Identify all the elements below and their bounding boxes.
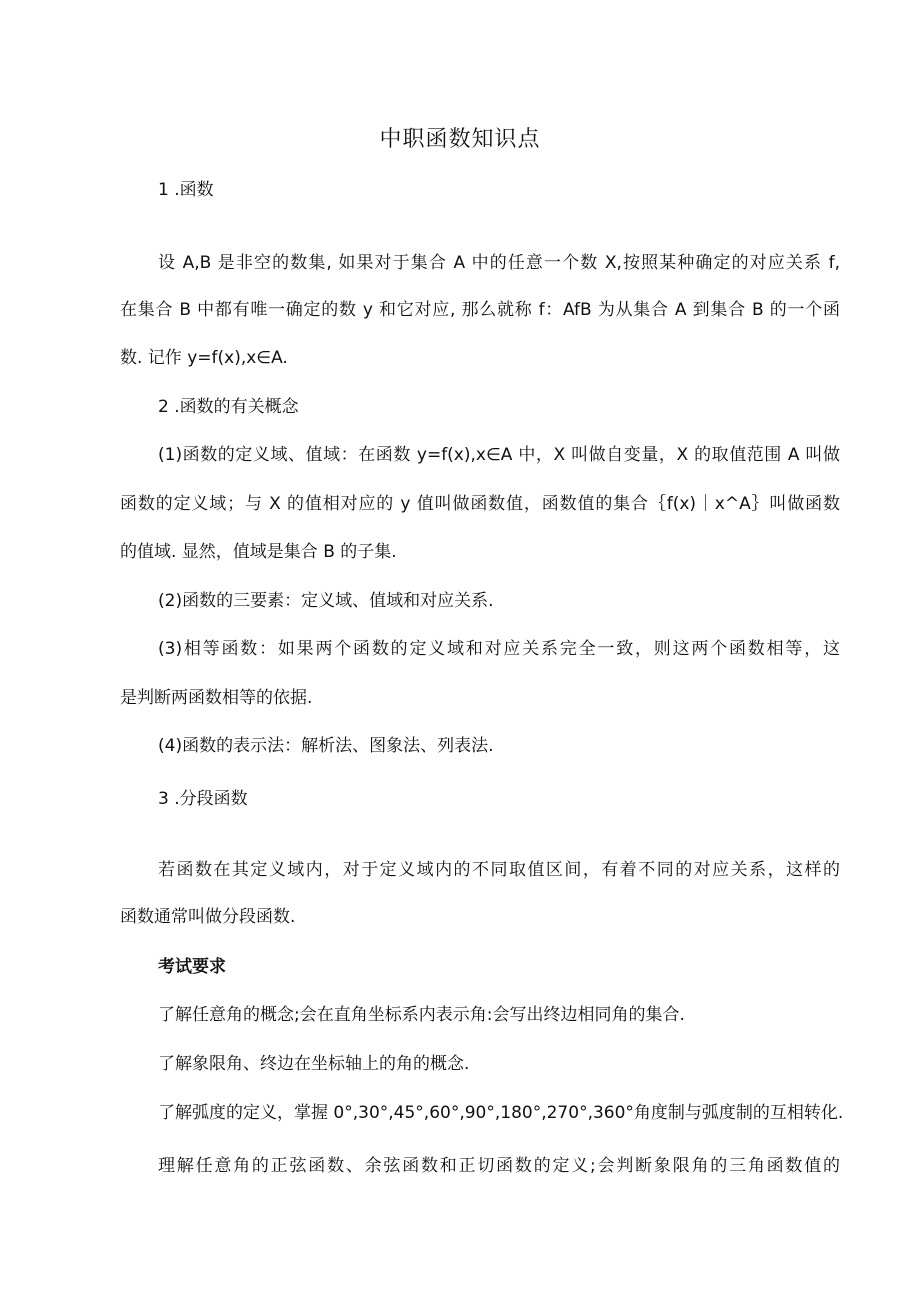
section-heading-function: 1 .函数 xyxy=(158,180,214,200)
section-heading-concepts: 2 .函数的有关概念 xyxy=(158,397,299,417)
paragraph-line: (1)函数的定义域、值域：在函数 y=f(x),x∈A 中，X 叫做自变量，X 的取值范围 A 叫做 xyxy=(158,445,840,465)
paragraph-line: 若函数在其定义域内，对于定义域内的不同取值区间，有着不同的对应关系，这样的 xyxy=(158,860,840,880)
paragraph-line: 理解任意角的正弦函数、余弦函数和正切函数的定义;会判断象限角的三角函数值的 xyxy=(158,1156,840,1176)
paragraph-line: 是判断两函数相等的依据. xyxy=(120,688,313,708)
paragraph-line: 了解弧度的定义，掌握 0°,30°,45°,60°,90°,180°,270°,360°角度制与弧度制的互相转化. xyxy=(158,1103,844,1123)
document-title: 中职函数知识点 xyxy=(379,127,541,152)
paragraph-line: 的值域. 显然，值域是集合 B 的子集. xyxy=(120,542,397,562)
section-heading-exam-requirements: 考试要求 xyxy=(158,957,226,977)
paragraph-line: 在集合 B 中都有唯一确定的数 y 和它对应, 那么就称 f：AfB 为从集合 A 到集合 B 的一个函 xyxy=(120,300,840,320)
paragraph-line: 了解任意角的概念;会在直角坐标系内表示角:会写出终边相同角的集合. xyxy=(158,1005,685,1025)
paragraph-line: (4)函数的表示法：解析法、图象法、列表法. xyxy=(158,736,494,756)
paragraph-line: 了解象限角、终边在坐标轴上的角的概念. xyxy=(158,1054,470,1074)
paragraph-line: 函数通常叫做分段函数. xyxy=(120,907,296,927)
paragraph-line: 设 A,B 是非空的数集, 如果对于集合 A 中的任意一个数 X,按照某种确定的对应关系 f, xyxy=(158,253,840,273)
paragraph-line: (3)相等函数：如果两个函数的定义域和对应关系完全一致，则这两个函数相等，这 xyxy=(158,639,840,659)
paragraph-line: 数. 记作 y=f(x),x∈A. xyxy=(120,348,288,368)
paragraph-line: (2)函数的三要素：定义域、值域和对应关系. xyxy=(158,591,494,611)
paragraph-line: 函数的定义域；与 X 的值相对应的 y 值叫做函数值，函数值的集合｛f(x)｜x^A｝叫做函数 xyxy=(120,494,840,514)
section-heading-piecewise: 3 .分段函数 xyxy=(158,789,248,809)
